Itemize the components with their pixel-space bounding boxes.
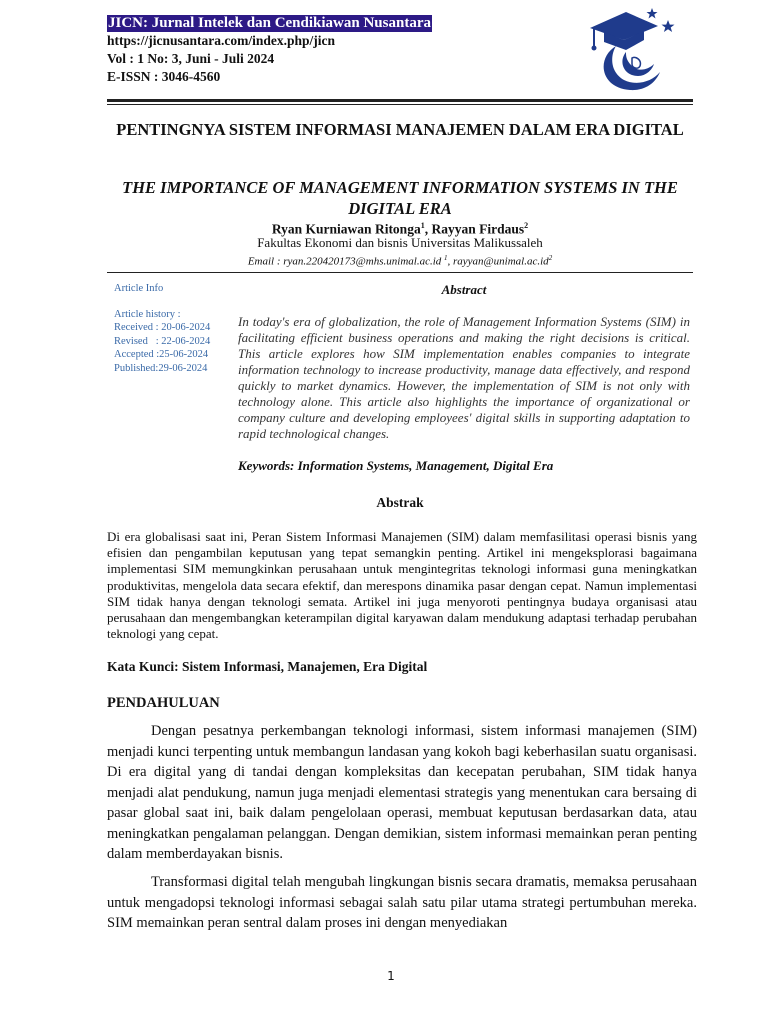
author-1: Ryan Kurniawan Ritonga xyxy=(271,221,421,237)
intro-paragraph-1: Dengan pesatnya perkembangan teknologi informasi, sistem informasi manajemen (SIM) menjadi kunci terpenting untuk membangun landasan yang kokoh bagi keberhasilan suatu organisasi. Di era digital yang di tandai dengan kompleksitas dan kecepatan perubahan, SIM tidak hanya menjadi alat pendukung, namun juga menjadi elementasi strategis yang menentukan cara bersaing di pasar global saat ini, baik dalam pengelolaan operasi, membuat keputusan berdasarkan data, atau meningkatkan pengalaman pelanggan. Dengan demikian, sistem informasi memainkan peran penting dalam memberdayakan bisnis. xyxy=(107,723,697,862)
journal-issn: E-ISSN : 3046-4560 xyxy=(107,69,221,84)
keywords-indonesian: Kata Kunci: Sistem Informasi, Manajemen, Era Digital xyxy=(107,659,428,674)
keywords-english: Keywords: Information Systems, Management, Digital Era xyxy=(238,458,554,473)
abstract-text: In today's era of globalization, the role of Management Information Systems (SIM) in facilitating efficient business operations and making the right decisions is critical. This article explores how SIM implementation enables companies to integrate information technology to increase productivity, manage data effectively, and respond quickly to market dynamics. However, the implementation of SIM is not only with technology alone. This article also highlights the importance of organizational or company culture and developing employees' digital skills in supporting adaptation to rapid technological changes. xyxy=(238,314,690,441)
email-line xyxy=(107,251,693,269)
accepted-date: Accepted :25-06-2024 xyxy=(114,349,209,360)
article-history-label: Article history : xyxy=(114,308,181,320)
page-number: 1 xyxy=(387,969,395,983)
abstract-rule xyxy=(107,272,693,273)
author-2-affil: 2 xyxy=(524,221,529,230)
author-2: Rayyan Firdaus xyxy=(431,221,525,237)
article-info-label: Article Info xyxy=(114,283,164,294)
journal-logo-icon xyxy=(586,6,676,92)
title-english: THE IMPORTANCE OF MANAGEMENT INFORMATION SYSTEMS IN THE DIGITAL ERA xyxy=(122,178,678,218)
title-indonesian: PENTINGNYA SISTEM INFORMASI MANAJEMEN DALAM ERA DIGITAL xyxy=(116,120,684,139)
email-2[interactable]: , rayyan@unimal.ac.id xyxy=(447,255,549,268)
article-info xyxy=(114,282,234,375)
author-separator: , xyxy=(424,221,432,237)
author-1-affil: 1 xyxy=(420,221,425,230)
journal-title: JICN: Jurnal Intelek dan Cendikiawan Nusantara xyxy=(108,15,431,31)
header-rule-thin xyxy=(107,104,693,105)
email-2-sup: 2 xyxy=(548,254,553,262)
published-date: Published:29-06-2024 xyxy=(114,362,208,374)
abstract-heading: Abstract xyxy=(441,282,487,297)
affiliation: Fakultas Ekonomi dan bisnis Universitas Malikussaleh xyxy=(257,235,543,250)
revised-date: Revised : 22-06-2024 xyxy=(114,335,211,347)
header-rule-thick xyxy=(107,99,693,102)
received-date: Received : 20-06-2024 xyxy=(114,322,211,333)
abstrak-text: Di era globalisasi saat ini, Peran Sistem Informasi Manajemen (SIM) dalam memfasilitasi operasi bisnis yang efisien dan pengambilan keputusan yang tepat semangkin penting. Artikel ini mengeksplorasi bagaimana implementasi SIM memungkinkan perusahaan untuk mengintegritas teknologi informasi guna meningkatkan produktivitas, mengelola data secara efektif, dan merespons dinamika pasar dengan cepat. Namun implementasi SIM tidak hanya dengan teknologi semata. Artikel ini juga menyoroti pentingnya budaya organisasi atau perusahaan dan mengembangkan keterampilan digital karyawan dalam mendukung adaptasi terhadap perubahan teknologi yang cepat. xyxy=(107,529,697,642)
journal-url[interactable]: https://jicnusantara.com/index.php/jicn xyxy=(107,33,336,48)
journal-volume: Vol : 1 No: 3, Juni - Juli 2024 xyxy=(107,51,275,66)
section-heading-introduction: PENDAHULUAN xyxy=(107,695,220,711)
email-1-sup: 1 xyxy=(444,254,448,262)
abstrak-heading: Abstrak xyxy=(376,495,424,510)
intro-paragraph-2: Transformasi digital telah mengubah lingkungan bisnis secara dramatis, memaksa perusahaan untuk mengadopsi teknologi informasi sebagai salah satu pilar utama strategi pertumbuhan mereka. SIM memainkan peran sentral dalam proses ini dengan menyediakan xyxy=(107,874,697,931)
email-1[interactable]: Email : ryan.220420173@mhs.unimal.ac.id xyxy=(247,255,442,268)
